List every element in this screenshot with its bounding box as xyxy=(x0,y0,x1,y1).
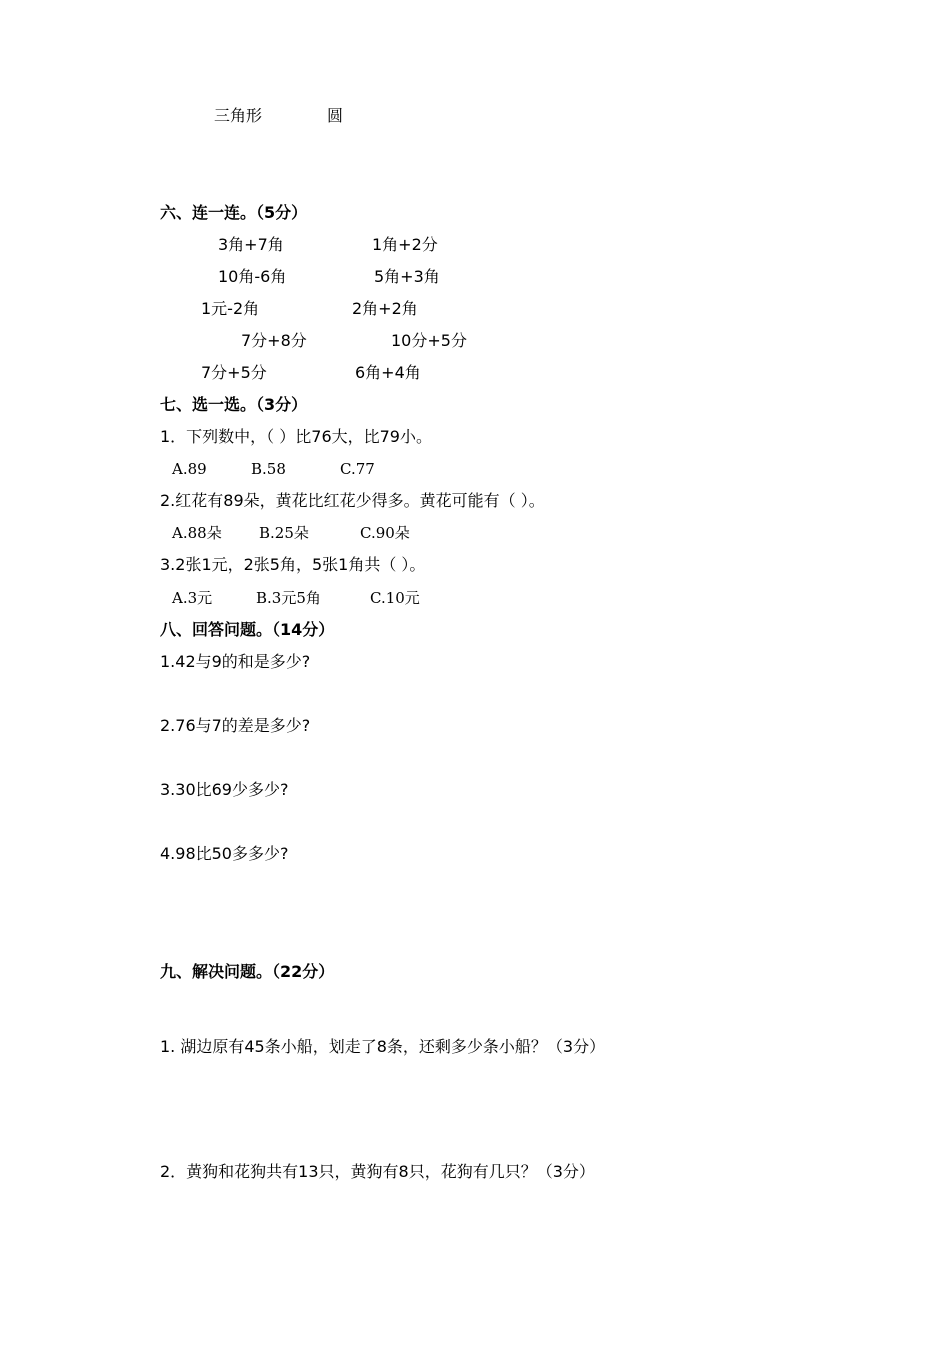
match-right-item[interactable]: 1角+2分 xyxy=(372,235,438,254)
choice-option-a[interactable]: A.89 xyxy=(172,460,207,478)
match-right-item[interactable]: 10分+5分 xyxy=(391,331,467,350)
answer-question: 3.30比69少多少? xyxy=(160,780,289,799)
word-problem-2: 2．黄狗和花狗共有13只，黄狗有8只，花狗有几只？（3分） xyxy=(160,1162,595,1181)
choice-option-b[interactable]: B.25朵 xyxy=(259,524,309,542)
choice-question-2: 2.红花有89朵，黄花比红花少得多。黄花可能有（ ）。 xyxy=(160,491,545,510)
match-right-item[interactable]: 2角+2角 xyxy=(352,299,418,318)
match-left-item[interactable]: 7分+5分 xyxy=(201,363,267,382)
section9-title: 九、解决问题。（22分） xyxy=(160,962,335,981)
choice-question-1: 1．下列数中，（ ）比76大，比79小。 xyxy=(160,427,432,446)
shape-label-circle: 圆 xyxy=(327,106,344,125)
choice-option-b[interactable]: B.3元5角 xyxy=(256,589,321,607)
section8-title: 八、回答问题。（14分） xyxy=(160,620,335,639)
choice-option-c[interactable]: C.77 xyxy=(340,460,375,478)
match-left-item[interactable]: 1元-2角 xyxy=(201,299,260,318)
section6-title: 六、连一连。（5分） xyxy=(160,203,308,222)
choice-option-a[interactable]: A.88朵 xyxy=(172,524,222,542)
choice-option-b[interactable]: B.58 xyxy=(251,460,286,478)
answer-question: 2.76与7的差是多少? xyxy=(160,716,311,735)
match-right-item[interactable]: 6角+4角 xyxy=(355,363,421,382)
answer-question: 1.42与9的和是多少? xyxy=(160,652,311,671)
section7-title: 七、选一选。（3分） xyxy=(160,395,308,414)
shape-label-triangle: 三角形 xyxy=(214,106,263,125)
word-problem-1: 1. 湖边原有45条小船，划走了8条，还剩多少条小船？（3分） xyxy=(160,1037,606,1056)
match-left-item[interactable]: 7分+8分 xyxy=(241,331,307,350)
match-left-item[interactable]: 10角-6角 xyxy=(218,267,287,286)
choice-option-c[interactable]: C.90朵 xyxy=(360,524,410,542)
choice-option-c[interactable]: C.10元 xyxy=(370,589,420,607)
match-left-item[interactable]: 3角+7角 xyxy=(218,235,284,254)
choice-option-a[interactable]: A.3元 xyxy=(172,589,213,607)
choice-question-3: 3.2张1元，2张5角，5张1角共（ ）。 xyxy=(160,555,426,574)
match-right-item[interactable]: 5角+3角 xyxy=(374,267,440,286)
answer-question: 4.98比50多多少? xyxy=(160,844,289,863)
